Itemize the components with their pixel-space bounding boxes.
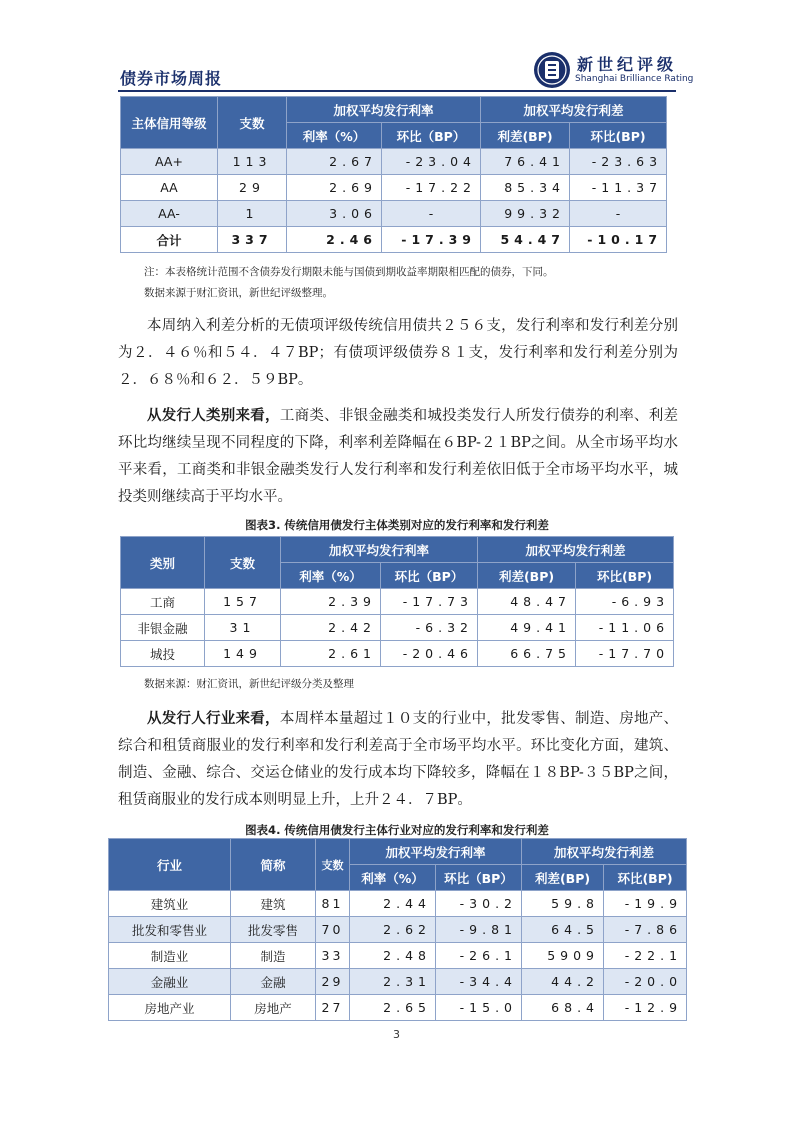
header-spread-group: 加权平均发行利差 <box>478 537 674 563</box>
grade-cell: AA <box>121 175 218 201</box>
header-rate-bp: 环比（BP） <box>382 123 481 149</box>
rate-bp-cell: -9.81 <box>436 917 522 943</box>
table-row <box>109 917 687 943</box>
spread-cell: 59.8 <box>522 891 604 917</box>
spread-cell: 48.47 <box>478 589 576 615</box>
header-rate-bp: 环比（BP） <box>436 865 522 891</box>
industry-cell: 制造业 <box>109 943 231 969</box>
credit-grade-table <box>120 96 667 253</box>
rate-cell: 2.39 <box>281 589 381 615</box>
report-title: 债券市场周报 <box>120 69 223 88</box>
spread-cell: 54.47 <box>481 227 570 253</box>
grade-cell: 合计 <box>121 227 218 253</box>
spread-bp-cell: -6.93 <box>576 589 674 615</box>
header-count: 支数 <box>316 839 350 891</box>
paragraph-lead: 从发行人类别来看， <box>147 408 280 424</box>
spread-cell: 85.34 <box>481 175 570 201</box>
header-spread-bp: 环比(BP) <box>576 563 674 589</box>
rate-bp-cell: -26.1 <box>436 943 522 969</box>
short-cell: 制造 <box>231 943 316 969</box>
rate-cell: 2.65 <box>350 995 436 1021</box>
count-cell: 31 <box>205 615 281 641</box>
table3-caption: 图表4. 传统信用债发行主体行业对应的发行利率和发行利差 <box>245 823 549 837</box>
count-cell: 29 <box>316 969 350 995</box>
short-cell: 批发零售 <box>231 917 316 943</box>
table-row <box>121 589 674 615</box>
table2-source: 数据来源：财汇资讯，新世纪评级分类及整理 <box>144 678 354 690</box>
grade-cell: AA- <box>121 201 218 227</box>
issuer-type-table <box>120 536 674 667</box>
header-rate: 利率（%） <box>350 865 436 891</box>
header-spread-group: 加权平均发行利差 <box>481 97 667 123</box>
paragraph-summary: 本周纳入利差分析的无债项评级传统信用债共２５６支，发行利率和发行利差分别为２．４６％和５４．４７BP；有债项评级债券８１支，发行利率和发行利差分别为２．６８％和６２．５９BP。 <box>118 318 678 388</box>
rate-cell: 3.06 <box>287 201 382 227</box>
header-count: 支数 <box>205 537 281 589</box>
count-cell: 1 <box>218 201 287 227</box>
count-cell: 157 <box>205 589 281 615</box>
brilliance-logo-icon <box>532 50 572 90</box>
spread-cell: 66.75 <box>478 641 576 667</box>
rate-bp-cell: -17.22 <box>382 175 481 201</box>
rate-cell: 2.46 <box>287 227 382 253</box>
spread-bp-cell: - <box>570 201 667 227</box>
header-short: 简称 <box>231 839 316 891</box>
table1-source: 数据来源于财汇资讯，新世纪评级整理。 <box>144 287 333 299</box>
paragraph-text: 本周样本量超过１０支的行业中，批发零售、制造、房地产、综合和租赁商服业的发行利率和发行利差高于全市场平均水平。环比变化方面，建筑、制造、金融、综合、交运仓储业的发行成本均下降较多，降幅在１８BP-３５BP之间，租赁商服业的发行成本则明显上升，上升２４．７BP。 <box>118 711 679 808</box>
table-total-row <box>121 227 667 253</box>
category-cell: 工商 <box>121 589 205 615</box>
header-spread-group: 加权平均发行利差 <box>522 839 687 865</box>
short-cell: 金融 <box>231 969 316 995</box>
table-row <box>109 995 687 1021</box>
table-row <box>109 891 687 917</box>
table-row <box>109 969 687 995</box>
spread-bp-cell: -22.1 <box>604 943 687 969</box>
category-cell: 非银金融 <box>121 615 205 641</box>
industry-table <box>108 838 687 1021</box>
count-cell: 81 <box>316 891 350 917</box>
spread-bp-cell: -11.37 <box>570 175 667 201</box>
rate-cell: 2.31 <box>350 969 436 995</box>
header-rate-bp: 环比（BP） <box>381 563 478 589</box>
header-rate-group: 加权平均发行利率 <box>350 839 522 865</box>
spread-bp-cell: -10.17 <box>570 227 667 253</box>
grade-cell: AA+ <box>121 149 218 175</box>
header-spread: 利差(BP) <box>481 123 570 149</box>
industry-cell: 建筑业 <box>109 891 231 917</box>
header-spread: 利差(BP) <box>522 865 604 891</box>
header-rate-group: 加权平均发行利率 <box>287 97 481 123</box>
spread-cell: 76.41 <box>481 149 570 175</box>
logo-english-name: Shanghai Brilliance Rating <box>575 74 694 84</box>
header-spread: 利差(BP) <box>478 563 576 589</box>
header-divider <box>118 90 676 92</box>
header-spread-bp: 环比(BP) <box>570 123 667 149</box>
industry-cell: 金融业 <box>109 969 231 995</box>
spread-cell: 99.32 <box>481 201 570 227</box>
header-spread-bp: 环比(BP) <box>604 865 687 891</box>
spread-bp-cell: -20.0 <box>604 969 687 995</box>
rate-cell: 2.67 <box>287 149 382 175</box>
spread-bp-cell: -7.86 <box>604 917 687 943</box>
rate-bp-cell: -23.04 <box>382 149 481 175</box>
table-row <box>121 149 667 175</box>
spread-cell: 68.4 <box>522 995 604 1021</box>
short-cell: 建筑 <box>231 891 316 917</box>
spread-bp-cell: -12.9 <box>604 995 687 1021</box>
count-cell: 33 <box>316 943 350 969</box>
table-row <box>121 615 674 641</box>
spread-bp-cell: -17.70 <box>576 641 674 667</box>
rate-cell: 2.42 <box>281 615 381 641</box>
table1-note: 注：本表格统计范围不含债券发行期限未能与国债到期收益率期限相匹配的债券，下同。 <box>144 266 554 278</box>
header-rate: 利率（%） <box>287 123 382 149</box>
count-cell: 70 <box>316 917 350 943</box>
rate-cell: 2.62 <box>350 917 436 943</box>
rate-cell: 2.44 <box>350 891 436 917</box>
rate-bp-cell: -6.32 <box>381 615 478 641</box>
spread-bp-cell: -23.63 <box>570 149 667 175</box>
category-cell: 城投 <box>121 641 205 667</box>
paragraph-text: 工商类、非银金融类和城投类发行人所发行债券的利率、利差环比均继续呈现不同程度的下降，利率利差降幅在６BP-２１BP之间。从全市场平均水平来看，工商类和非银金融类发行人发行利率和发行利差依旧低于全市场平均水平，城投类则继续高于平均水平。 <box>118 408 679 505</box>
count-cell: 337 <box>218 227 287 253</box>
rate-cell: 2.69 <box>287 175 382 201</box>
rate-bp-cell: -17.73 <box>381 589 478 615</box>
header-count: 支数 <box>218 97 287 149</box>
logo-chinese-name: 新世纪评级 <box>577 55 678 74</box>
paragraph-issuer-type <box>118 403 678 511</box>
spread-bp-cell: -19.9 <box>604 891 687 917</box>
rate-bp-cell: -30.2 <box>436 891 522 917</box>
rate-bp-cell: - <box>382 201 481 227</box>
table2-caption: 图表3. 传统信用债发行主体类别对应的发行利率和发行利差 <box>245 518 549 532</box>
header-industry: 行业 <box>109 839 231 891</box>
industry-cell: 批发和零售业 <box>109 917 231 943</box>
table-row <box>121 201 667 227</box>
spread-cell: 44.2 <box>522 969 604 995</box>
count-cell: 149 <box>205 641 281 667</box>
paragraph-lead: 从发行人行业来看， <box>147 711 280 727</box>
page-number: 3 <box>393 1028 400 1041</box>
rate-cell: 2.48 <box>350 943 436 969</box>
count-cell: 113 <box>218 149 287 175</box>
table-row <box>109 943 687 969</box>
header-category: 类别 <box>121 537 205 589</box>
count-cell: 29 <box>218 175 287 201</box>
spread-cell: 49.41 <box>478 615 576 641</box>
table-row <box>121 175 667 201</box>
header-grade: 主体信用等级 <box>121 97 218 149</box>
count-cell: 27 <box>316 995 350 1021</box>
header-rate: 利率（%） <box>281 563 381 589</box>
short-cell: 房地产 <box>231 995 316 1021</box>
rate-bp-cell: -20.46 <box>381 641 478 667</box>
paragraph-industry <box>118 706 678 814</box>
spread-cell: 64.5 <box>522 917 604 943</box>
header-rate-group: 加权平均发行利率 <box>281 537 478 563</box>
spread-bp-cell: -11.06 <box>576 615 674 641</box>
rate-bp-cell: -15.0 <box>436 995 522 1021</box>
table-row <box>121 641 674 667</box>
rate-bp-cell: -17.39 <box>382 227 481 253</box>
page-header <box>0 0 793 92</box>
rate-bp-cell: -34.4 <box>436 969 522 995</box>
industry-cell: 房地产业 <box>109 995 231 1021</box>
spread-cell: 5909 <box>522 943 604 969</box>
rate-cell: 2.61 <box>281 641 381 667</box>
